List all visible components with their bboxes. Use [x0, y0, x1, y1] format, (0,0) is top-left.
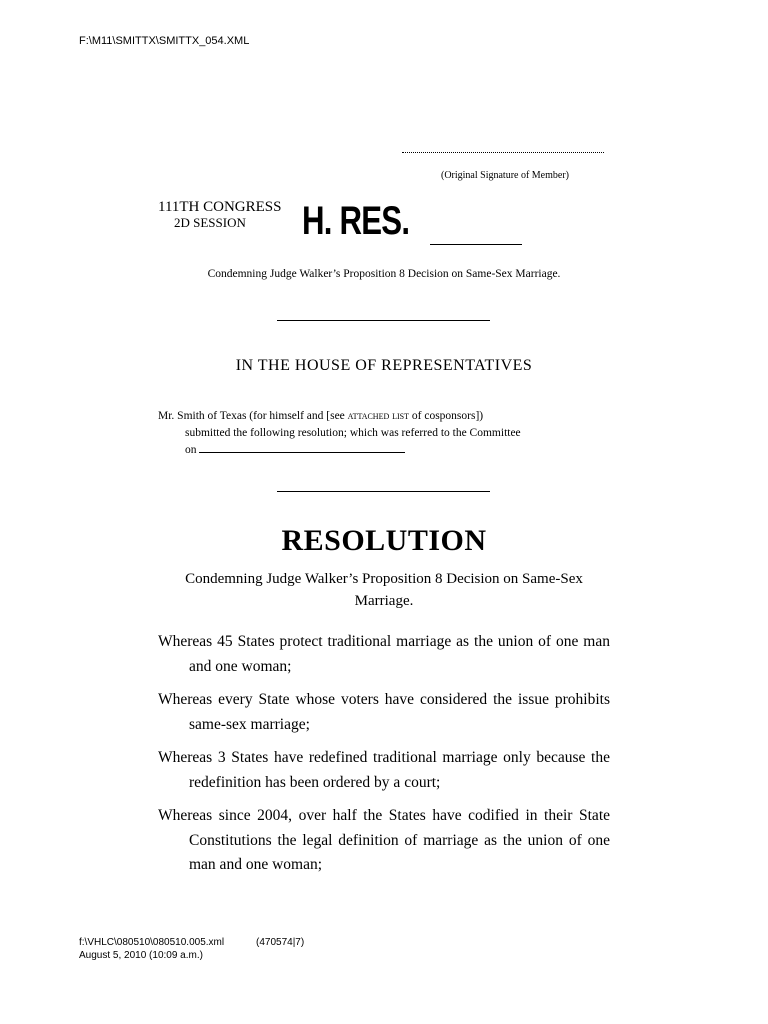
resolution-heading: RESOLUTION — [281, 524, 487, 557]
file-path-header: F:\M11\SMITTX\SMITTX_054.XML — [79, 35, 250, 47]
signature-caption: (Original Signature of Member) — [440, 170, 570, 181]
sponsor-text-end: of cosponsors]) — [409, 410, 484, 422]
signature-line — [402, 152, 604, 153]
whereas-clause: Whereas 3 States have redefined traditional marriage only because the redefinition has been ordered by a court; — [158, 749, 610, 791]
sponsor-text: of Texas (for himself and [see — [204, 410, 348, 422]
committee-blank — [199, 444, 405, 453]
footer-date: August 5, 2010 (10:09 a.m.) — [79, 950, 203, 961]
congress-label: 111TH CONGRESS — [158, 199, 282, 215]
house-heading: IN THE HOUSE OF REPRESENTATIVES — [235, 357, 533, 374]
divider — [277, 320, 490, 321]
whereas-clause: Whereas since 2004, over half the States have codified in their State Constitutions the legal definition of marriage as the union of one man and one woman; — [158, 807, 610, 873]
session-label: 2D SESSION — [174, 215, 246, 230]
long-title: Condemning Judge Walker’s Proposition 8 Decision on Same-Sex Marriage. — [185, 571, 583, 609]
footer-document-id: (470574|7) — [256, 937, 305, 948]
sponsor-paragraph — [158, 408, 610, 459]
short-title: Condemning Judge Walker’s Proposition 8 Decision on Same-Sex Marriage. — [207, 268, 561, 280]
sponsor-name: Mr. Smith — [158, 410, 205, 422]
attached-list-text: attached list — [347, 410, 410, 422]
sponsor-referral-text: submitted the following resolution; which was referred to the Committee — [185, 427, 521, 439]
whereas-clause: Whereas every State whose voters have considered the issue prohibits same-sex marriage; — [158, 691, 610, 733]
committee-line — [158, 442, 610, 459]
bill-designation: H. RES. — [302, 199, 410, 243]
committee-on-text: on — [185, 444, 200, 456]
footer-file-path: f:\VHLC\080510\080510.005.xml — [79, 937, 225, 948]
whereas-clause: Whereas 45 States protect traditional marriage as the union of one man and one woman; — [158, 633, 610, 675]
bill-number-blank — [430, 244, 522, 245]
divider — [277, 491, 490, 492]
